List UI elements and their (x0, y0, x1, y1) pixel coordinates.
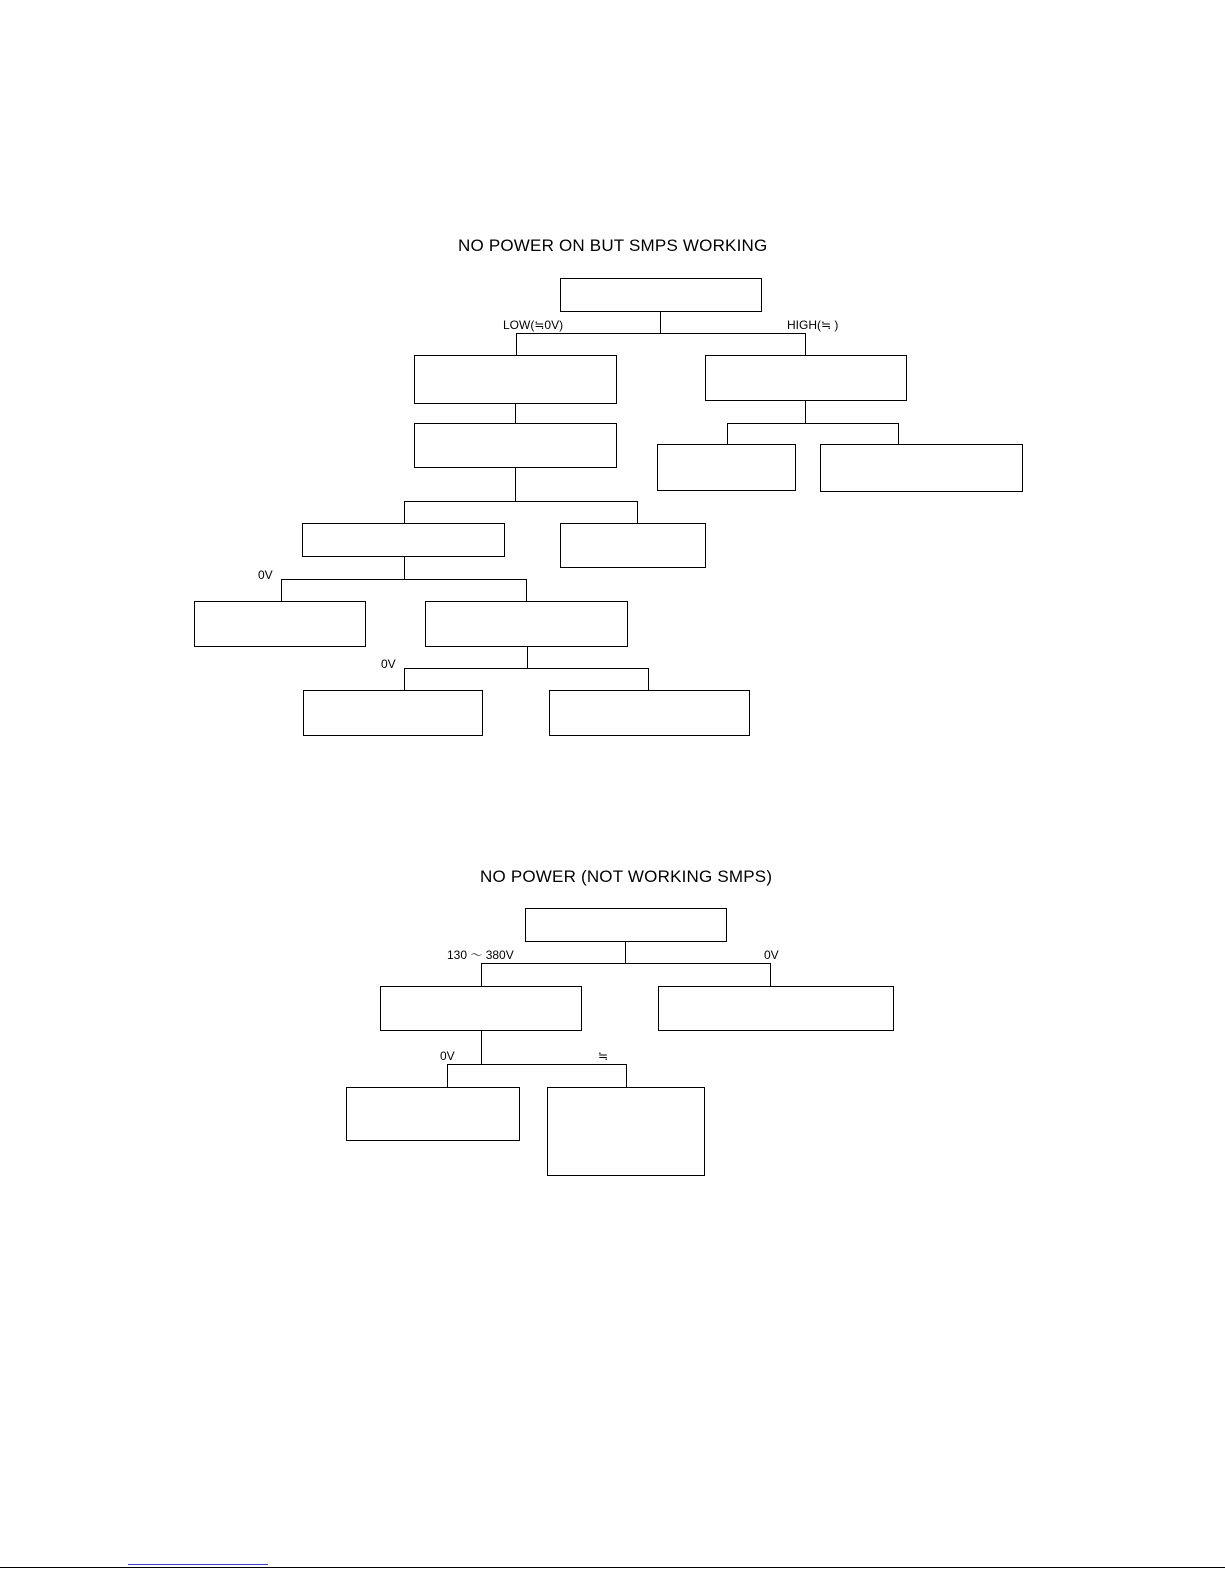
label-range: 130 ～ 380V (447, 948, 514, 962)
connector (637, 501, 638, 523)
connector (516, 333, 806, 334)
connector (481, 963, 771, 964)
connector (648, 668, 649, 690)
label-zero-b: 0V (381, 657, 396, 671)
connector (404, 668, 405, 690)
connector (898, 423, 899, 444)
chart1-high-left-box (657, 444, 796, 491)
chart1-title: NO POWER ON BUT SMPS WORKING (458, 236, 768, 255)
footer-link-underline (128, 1564, 268, 1565)
chart1-high-box (705, 355, 907, 401)
chart2-bottom-left-box (346, 1087, 520, 1141)
chart1-root-box (560, 278, 762, 312)
chart1-mid-left-box (302, 523, 505, 557)
connector (660, 312, 661, 333)
connector (770, 963, 771, 986)
connector (515, 468, 516, 501)
chart2-title: NO POWER (NOT WORKING SMPS) (480, 867, 773, 886)
chart1-lower-left-box (194, 601, 366, 647)
connector (404, 668, 649, 669)
connector (281, 579, 282, 601)
label-low: LOW(≒0V) (503, 318, 564, 332)
chart1-high-right-box (820, 444, 1023, 492)
connector (281, 579, 527, 580)
chart1-lower-right-box (425, 601, 628, 647)
chart1-mid-right-box (560, 523, 706, 568)
label-high: HIGH(≒ ) (787, 318, 839, 332)
connector (527, 647, 528, 668)
chart2-root-box (525, 908, 727, 942)
chart1-bottom-left-box (303, 690, 483, 736)
label-approx: ≒ (598, 1049, 609, 1063)
connector (526, 579, 527, 601)
connector (727, 423, 899, 424)
connector (515, 404, 516, 423)
chart2-bottom-right-box (547, 1087, 705, 1176)
connector (626, 1064, 627, 1087)
chart1-low-box-1 (414, 355, 617, 404)
connector (404, 501, 638, 502)
connector (404, 501, 405, 523)
chart1-bottom-right-box (549, 690, 750, 736)
connector (727, 423, 728, 444)
label-zero-a: 0V (258, 568, 273, 582)
connector (516, 333, 517, 355)
connector (481, 1031, 482, 1064)
chart2-left-box (380, 986, 582, 1031)
connector (625, 942, 626, 963)
label-zero-right: 0V (764, 948, 779, 962)
connector (805, 401, 806, 423)
chart2-right-box (658, 986, 894, 1031)
chart1-low-box-2 (414, 423, 617, 468)
connector (404, 557, 405, 579)
label-zero-left: 0V (440, 1049, 455, 1063)
connector (481, 963, 482, 986)
footer-rule (0, 1567, 1225, 1568)
connector (805, 333, 806, 355)
connector (447, 1064, 627, 1065)
connector (447, 1064, 448, 1087)
